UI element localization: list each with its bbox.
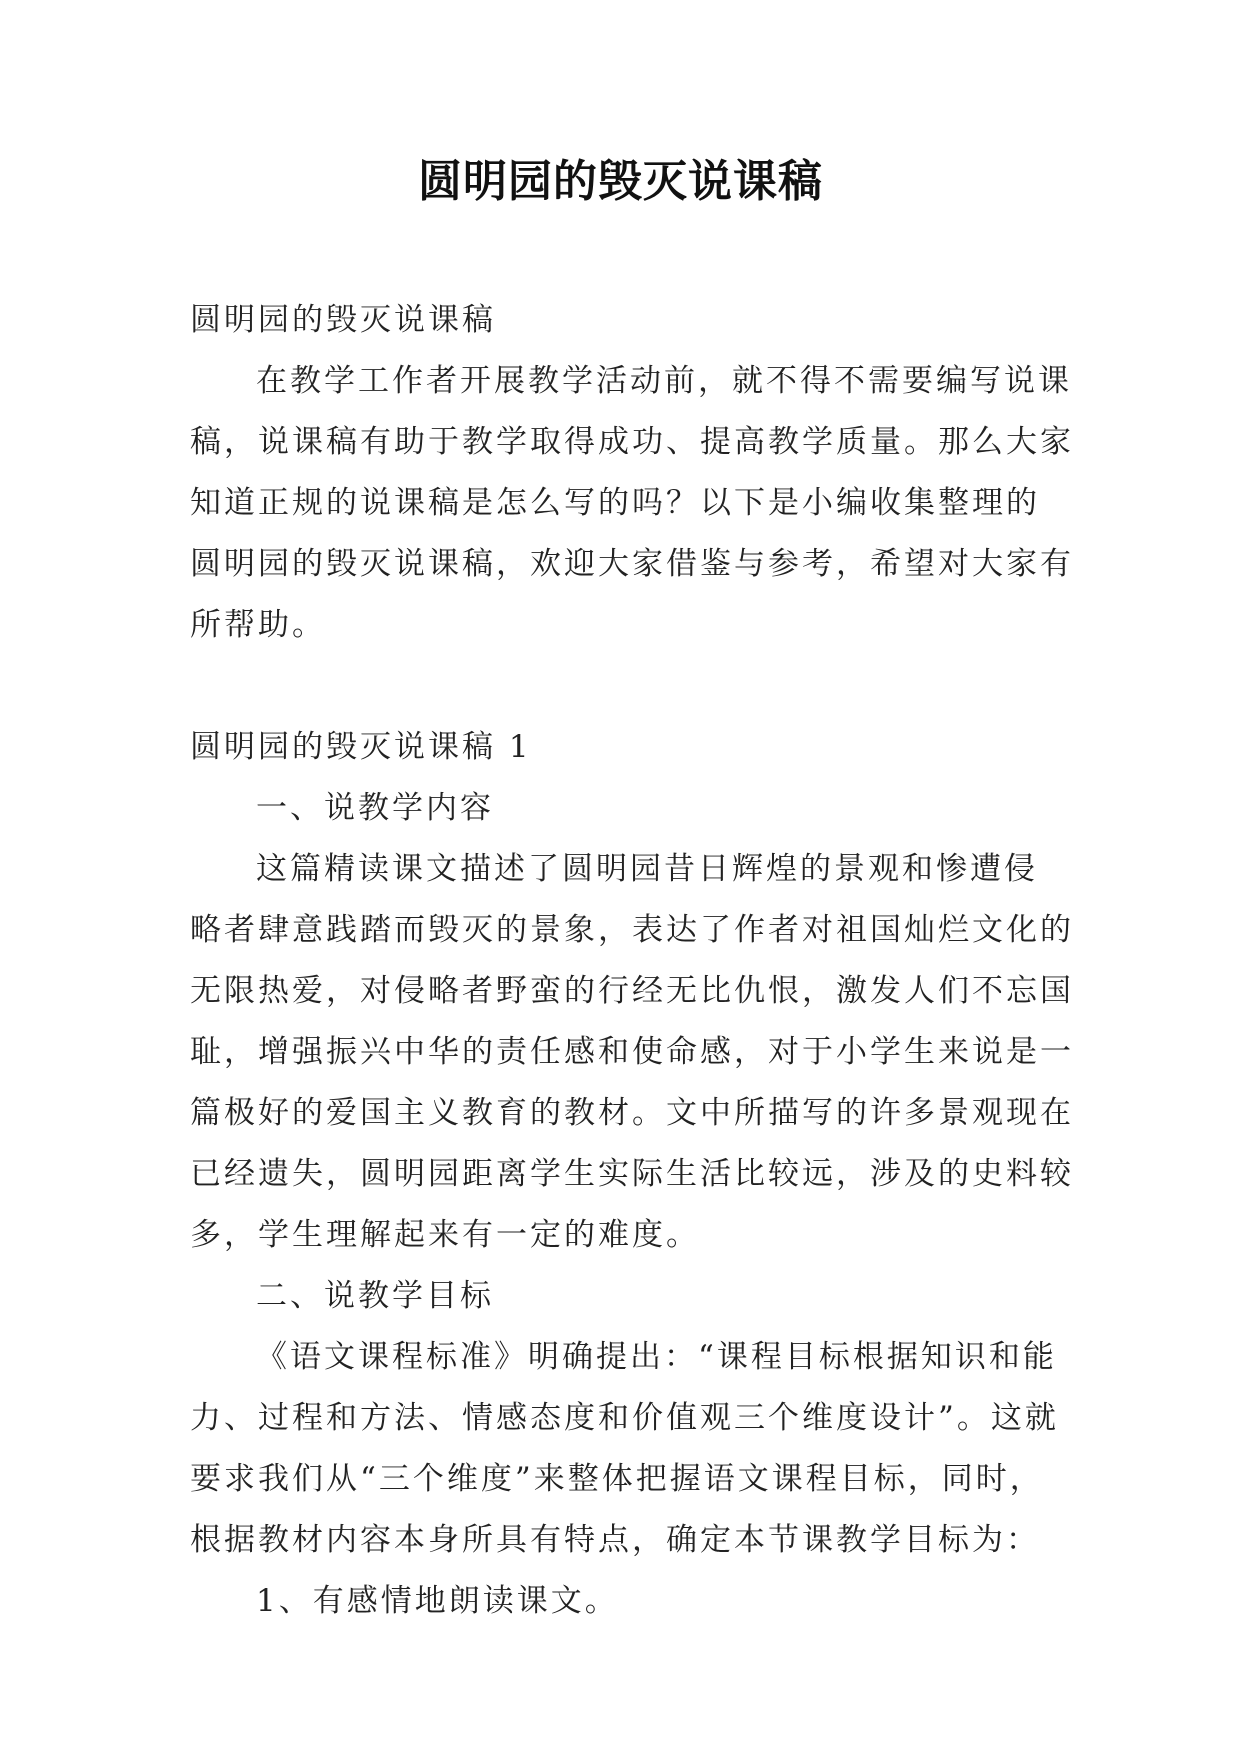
heading-teaching-content: 一、说教学内容 <box>256 790 494 826</box>
subtitle: 圆明园的毁灭说课稿 <box>190 302 496 338</box>
paragraph-line: 篇极好的爱国主义教育的教材。文中所描写的许多景观现在 <box>190 1095 1074 1131</box>
intro-line: 圆明园的毁灭说课稿，欢迎大家借鉴与参考，希望对大家有 <box>190 546 1074 582</box>
intro-line: 知道正规的说课稿是怎么写的吗？以下是小编收集整理的 <box>190 485 1040 521</box>
paragraph-line: 根据教材内容本身所具有特点，确定本节课教学目标为： <box>190 1522 1040 1558</box>
paragraph-line: 力、过程和方法、情感态度和价值观三个维度设计”。这就 <box>190 1400 1059 1436</box>
document-title: 圆明园的毁灭说课稿 <box>418 156 823 207</box>
list-item: 1、有感情地朗读课文。 <box>256 1583 619 1619</box>
paragraph-line: 耻，增强振兴中华的责任感和使命感，对于小学生来说是一 <box>190 1034 1074 1070</box>
document-body <box>190 290 1074 1632</box>
intro-line: 稿，说课稿有助于教学取得成功、提高教学质量。那么大家 <box>190 424 1074 460</box>
intro-line: 所帮助。 <box>190 607 326 643</box>
heading-teaching-goals: 二、说教学目标 <box>256 1278 494 1314</box>
intro-line: 在教学工作者开展教学活动前，就不得不需要编写说课 <box>256 363 1072 399</box>
paragraph-line: 要求我们从“三个维度”来整体把握语文课程目标，同时， <box>190 1461 1044 1497</box>
section-title: 圆明园的毁灭说课稿 1 <box>190 729 532 765</box>
paragraph-line: 已经遗失，圆明园距离学生实际生活比较远，涉及的史料较 <box>190 1156 1074 1192</box>
paragraph-gap <box>190 656 1070 717</box>
paragraph-line: 略者肆意践踏而毁灭的景象，表达了作者对祖国灿烂文化的 <box>190 912 1074 948</box>
paragraph-line: 《语文课程标准》明确提出：“课程目标根据知识和能 <box>256 1339 1057 1375</box>
paragraph-line: 这篇精读课文描述了圆明园昔日辉煌的景观和惨遭侵 <box>256 851 1038 887</box>
paragraph-line: 多，学生理解起来有一定的难度。 <box>190 1217 700 1253</box>
paragraph-line: 无限热爱，对侵略者野蛮的行经无比仇恨，激发人们不忘国 <box>190 973 1074 1009</box>
